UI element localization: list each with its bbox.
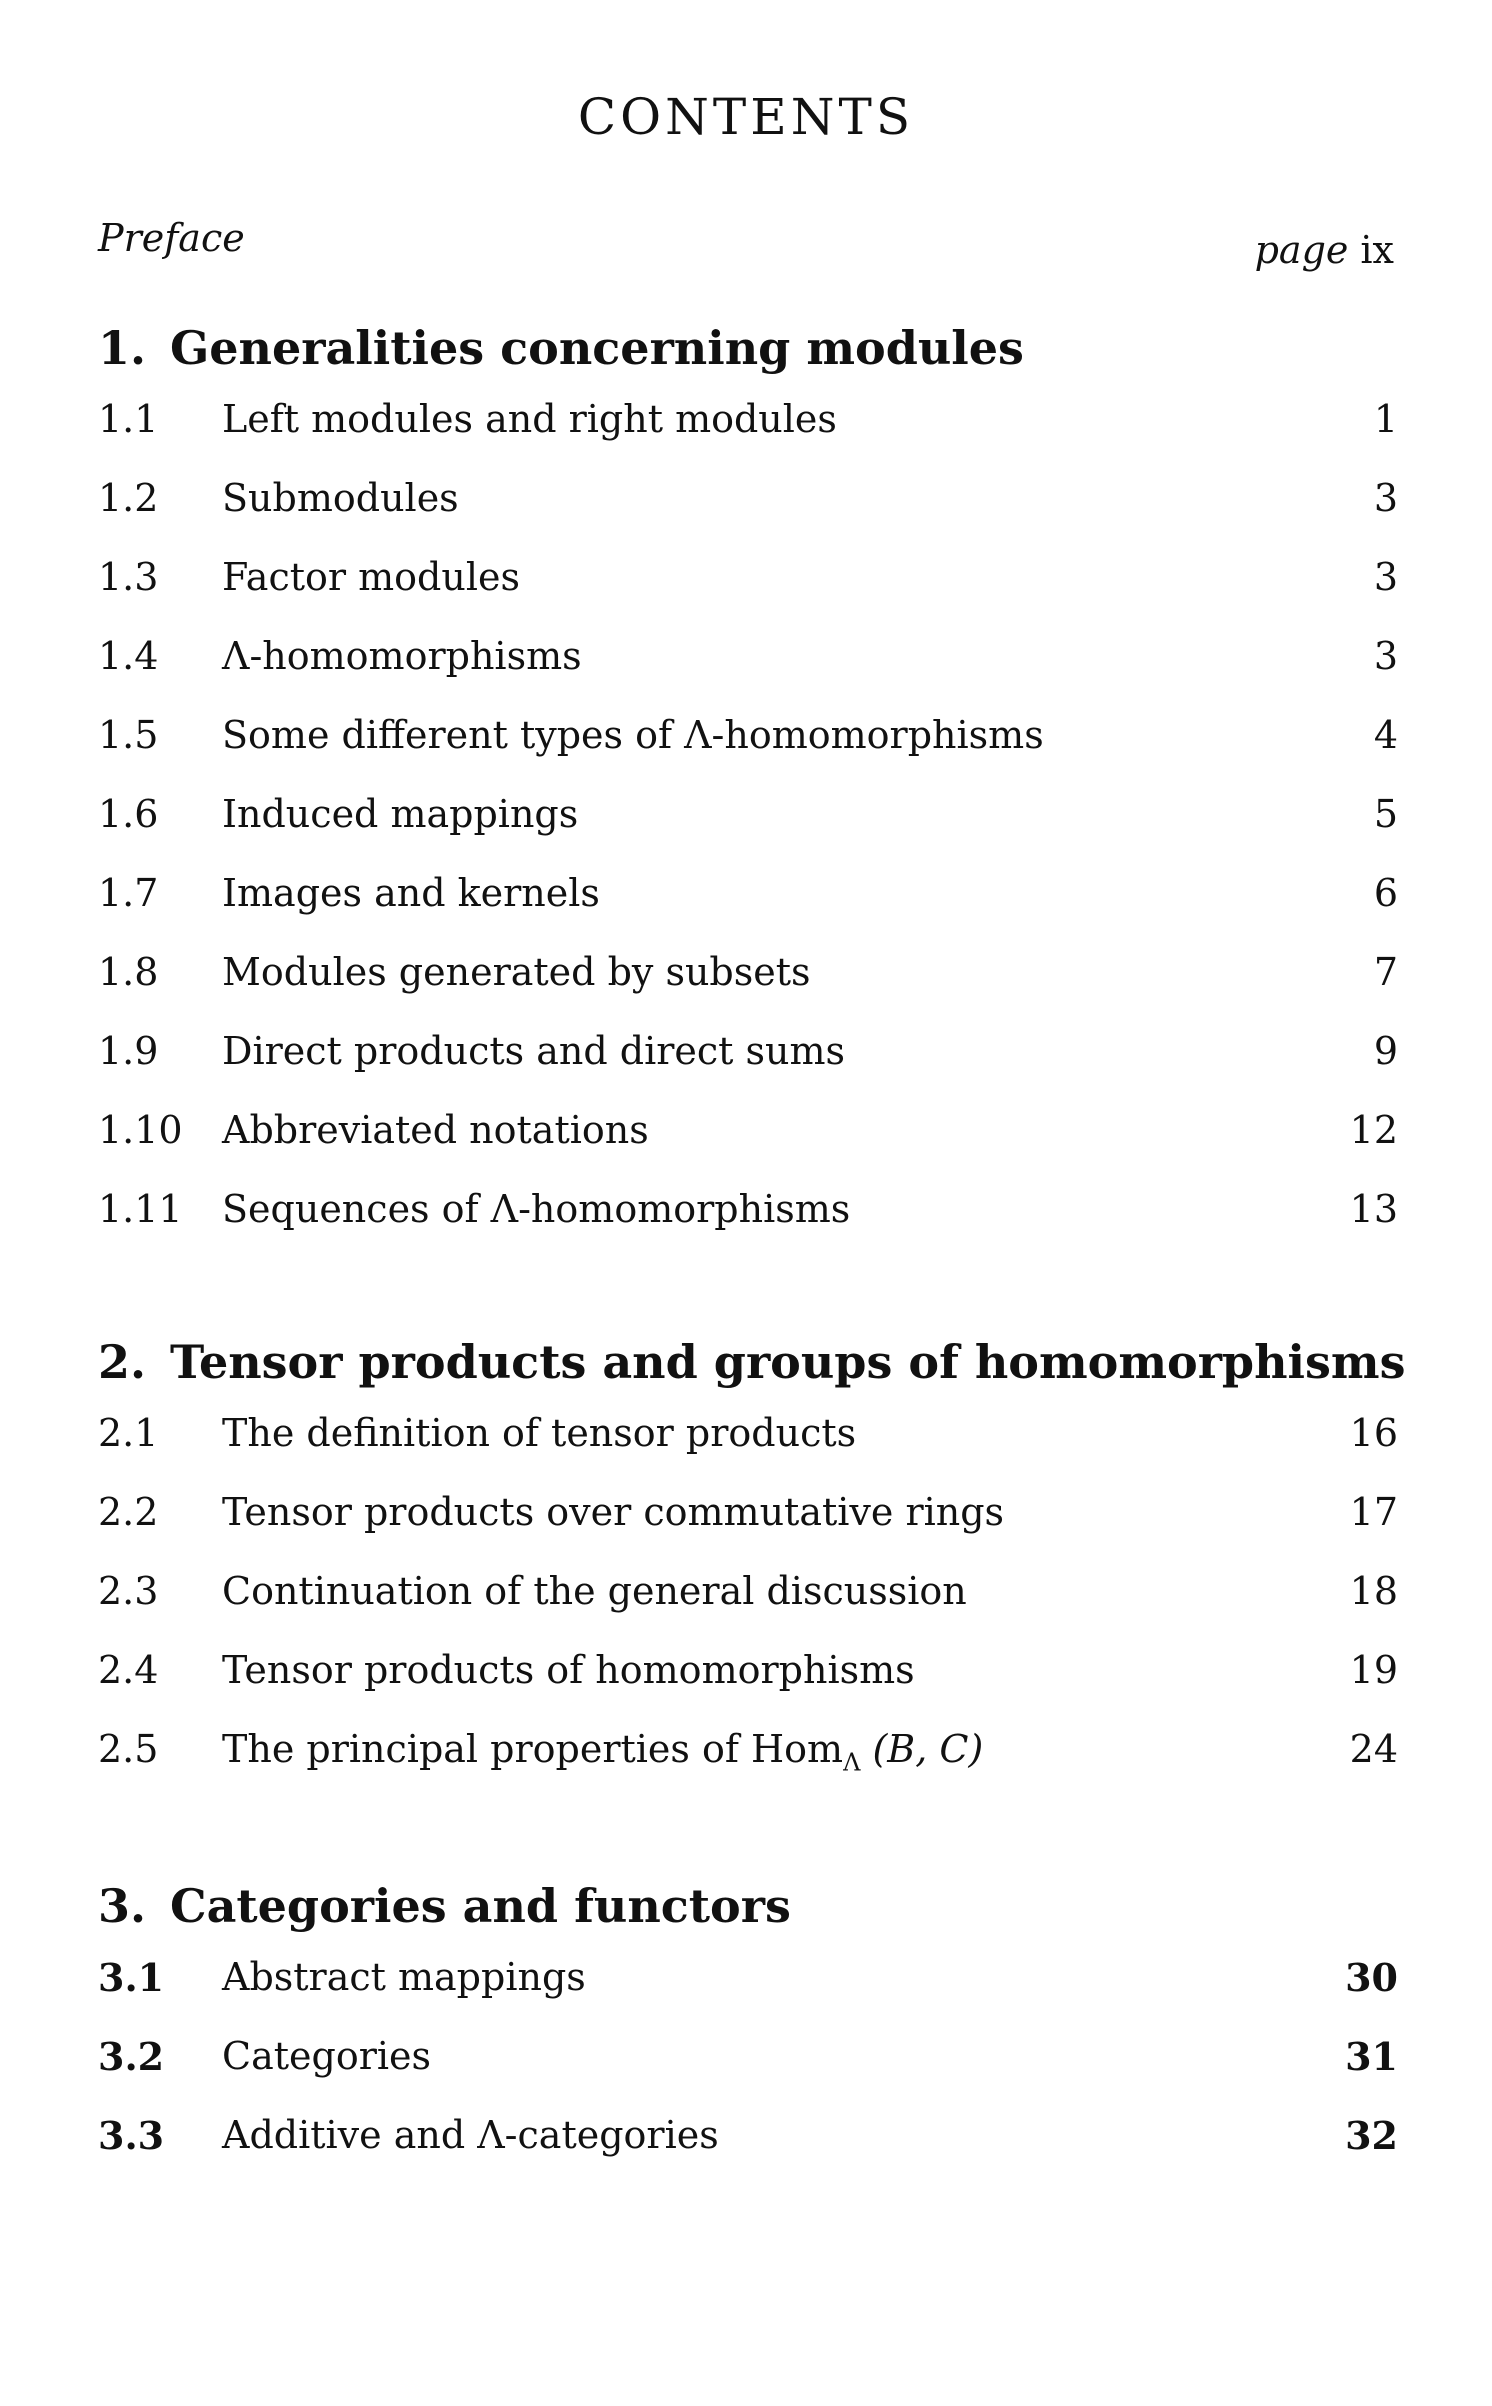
toc-entry: [98, 775, 1398, 854]
chapter-heading: [98, 316, 1398, 380]
section-number: 1.11: [98, 1187, 183, 1231]
section-title: The definition of tensor products: [222, 1411, 857, 1455]
toc-entry: [98, 696, 1398, 775]
section-number: 1.9: [98, 1029, 159, 1073]
chapter-heading: [98, 1874, 1398, 1938]
section-title: [222, 1710, 983, 1803]
preface-page-ref: [1255, 228, 1394, 272]
section-page: 5: [1373, 792, 1398, 836]
section-page: 19: [1349, 1648, 1398, 1692]
section-title: Submodules: [222, 476, 459, 520]
section-number: 1.1: [98, 397, 159, 441]
section-title: Induced mappings: [222, 792, 579, 836]
section-number: 1.5: [98, 713, 159, 757]
chapter-heading: [98, 1330, 1406, 1394]
toc-entry: [98, 380, 1398, 459]
section-page: 30: [1345, 1955, 1398, 2000]
page-word: page: [1254, 228, 1349, 272]
section-title: Sequences of Λ-homomorphisms: [222, 1187, 851, 1231]
section-number: 2.4: [98, 1648, 159, 1692]
section-title: Abbreviated notations: [222, 1108, 649, 1152]
section-number: 3.1: [98, 1955, 165, 2000]
toc-entry: [98, 617, 1398, 696]
section-title: Modules generated by subsets: [222, 950, 811, 994]
toc-entry: [98, 538, 1398, 617]
chapter-3: [98, 1874, 1398, 2175]
section-page: 4: [1373, 713, 1398, 757]
section-list: [98, 380, 1398, 1249]
section-list: [98, 1394, 1398, 1789]
section-number: 1.6: [98, 792, 159, 836]
section-page: 3: [1373, 634, 1398, 678]
section-title: Continuation of the general discussion: [222, 1569, 967, 1613]
section-page: 31: [1345, 2034, 1398, 2079]
section-number: 1.8: [98, 950, 159, 994]
section-number: 2.1: [98, 1411, 159, 1455]
section-page: 12: [1349, 1108, 1398, 1152]
section-page: 24: [1349, 1727, 1398, 1771]
section-page: 1: [1373, 397, 1398, 441]
section-number: 3.3: [98, 2113, 165, 2158]
section-number: 2.5: [98, 1727, 159, 1771]
section-title: Categories: [222, 2034, 431, 2078]
chapter-2: [98, 1330, 1406, 1789]
section-title: Tensor products over commutative rings: [222, 1490, 1005, 1534]
section-title: Abstract mappings: [222, 1955, 586, 1999]
preface-entry: [98, 216, 1394, 276]
section-number: 1.10: [98, 1108, 183, 1152]
section-number: 1.7: [98, 871, 159, 915]
section-page: 18: [1349, 1569, 1398, 1613]
section-page: 3: [1373, 555, 1398, 599]
section-title: Λ-homomorphisms: [222, 634, 582, 678]
section-title: Tensor products of homomorphisms: [222, 1648, 915, 1692]
title-prefix: The principal properties of Hom: [222, 1727, 844, 1771]
toc-entry: [98, 1012, 1398, 1091]
section-page: 9: [1373, 1029, 1398, 1073]
section-number: 3.2: [98, 2034, 165, 2079]
chapter-title: Categories and functors: [170, 1879, 791, 1933]
section-page: 13: [1349, 1187, 1398, 1231]
toc-entry: [98, 1394, 1398, 1473]
section-number: 1.2: [98, 476, 159, 520]
chapter-number: 3.: [98, 1879, 147, 1933]
chapter-number: 1.: [98, 321, 147, 375]
section-title: Direct products and direct sums: [222, 1029, 846, 1073]
toc-entry: [98, 1631, 1398, 1710]
toc-entry: [98, 1170, 1398, 1249]
preface-page-number: ix: [1360, 228, 1394, 272]
section-page: 6: [1373, 871, 1398, 915]
section-page: 3: [1373, 476, 1398, 520]
title-suffix: (B, C): [860, 1727, 984, 1771]
chapter-1: [98, 316, 1398, 1249]
toc-entry: [98, 2096, 1398, 2175]
section-page: 7: [1373, 950, 1398, 994]
section-title: Some different types of Λ-homomorphisms: [222, 713, 1044, 757]
toc-entry: [98, 2017, 1398, 2096]
section-title: Additive and Λ-categories: [222, 2113, 719, 2157]
toc-entry: [98, 933, 1398, 1012]
toc-entry: [98, 1710, 1398, 1789]
toc-entry: [98, 1091, 1398, 1170]
section-number: 1.4: [98, 634, 159, 678]
section-number: 2.2: [98, 1490, 159, 1534]
preface-label: Preface: [98, 216, 245, 260]
section-page: 32: [1345, 2113, 1398, 2158]
section-list: [98, 1938, 1398, 2175]
section-page: 16: [1349, 1411, 1398, 1455]
section-page: 17: [1349, 1490, 1398, 1534]
section-number: 1.3: [98, 555, 159, 599]
toc-entry: [98, 1473, 1398, 1552]
lambda-subscript: Λ: [843, 1748, 861, 1777]
chapter-number: 2.: [98, 1335, 147, 1389]
chapter-title: Generalities concerning modules: [170, 321, 1024, 375]
toc-entry: [98, 1938, 1398, 2017]
chapter-title: Tensor products and groups of homomorphisms: [170, 1335, 1406, 1389]
toc-entry: [98, 1552, 1398, 1631]
section-title: Left modules and right modules: [222, 397, 837, 441]
section-title: Images and kernels: [222, 871, 600, 915]
toc-entry: [98, 459, 1398, 538]
section-title: Factor modules: [222, 555, 520, 599]
page-title: CONTENTS: [577, 88, 915, 146]
toc-entry: [98, 854, 1398, 933]
section-number: 2.3: [98, 1569, 159, 1613]
